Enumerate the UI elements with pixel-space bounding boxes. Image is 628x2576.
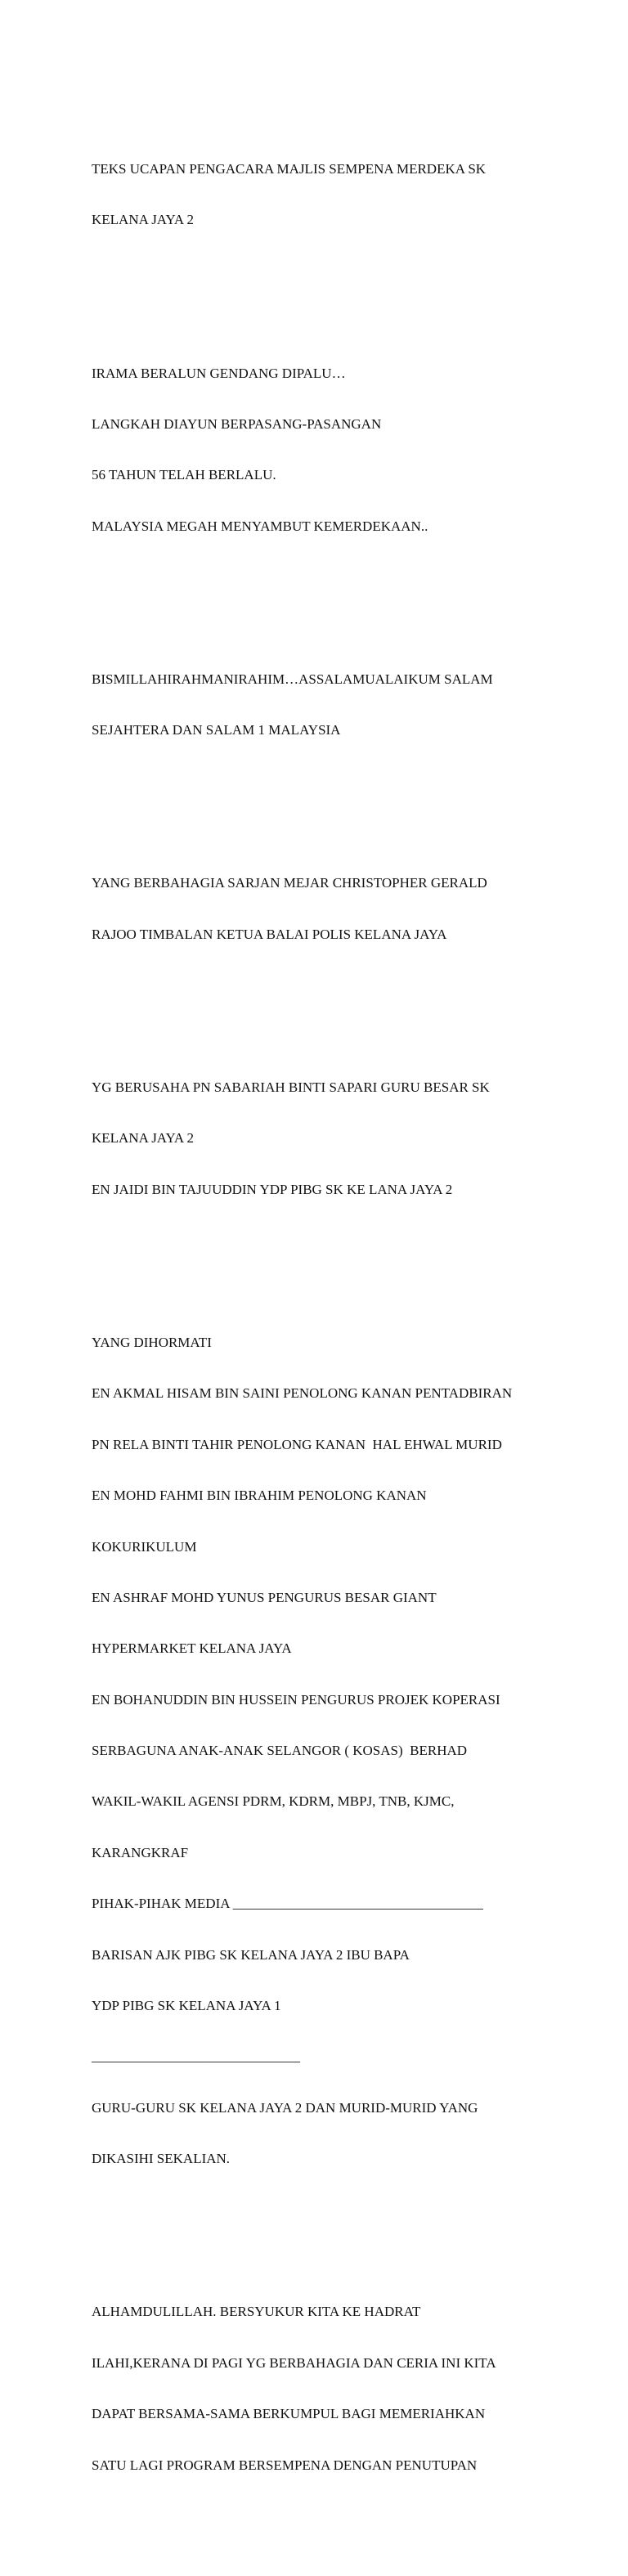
text-line: ALHAMDULILLAH. BERSYUKUR KITA KE HADRAT <box>92 2304 421 2320</box>
text-line: TEKS UCAPAN PENGACARA MAJLIS SEMPENA MERDEKA SK <box>92 160 487 177</box>
text-line: EN BOHANUDDIN BIN HUSSEIN PENGURUS PROJEK KOPERASI <box>92 1691 500 1708</box>
paragraph-verse <box>92 331 599 569</box>
text-line: EN JAIDI BIN TAJUUDDIN YDP PIBG SK KE LANA JAYA 2 <box>92 1181 453 1197</box>
paragraph-opening <box>92 2270 599 2508</box>
text-line: 56 TAHUN TELAH BERLALU. <box>92 467 276 483</box>
text-line: PN RELA BINTI TAHIR PENOLONG KANAN HAL EHWAL MURID <box>92 1436 502 1452</box>
paragraph-headmaster <box>92 1045 599 1232</box>
text-line: EN AKMAL HISAM BIN SAINI PENOLONG KANAN PENTADBIRAN <box>92 1385 513 1402</box>
text-line: KELANA JAYA 2 <box>92 212 195 228</box>
text-line: SERBAGUNA ANAK-ANAK SELANGOR ( KOSAS) BERHAD <box>92 1743 468 1759</box>
text-line: ILAHI,KERANA DI PAGI YG BERBAHAGIA DAN CERIA INI KITA <box>92 2354 496 2371</box>
text-line: SEJAHTERA DAN SALAM 1 MALAYSIA <box>92 722 341 738</box>
text-line: LANGKAH DIAYUN BERPASANG-PASANGAN <box>92 415 382 432</box>
text-line: KOKURIKULUM <box>92 1538 197 1555</box>
text-line: YANG BERBAHAGIA SARJAN MEJAR CHRISTOPHER GERALD <box>92 875 487 891</box>
text-line: RAJOO TIMBALAN KETUA BALAI POLIS KELANA JAYA <box>92 926 447 942</box>
text-line: ______________________________ <box>92 2049 300 2065</box>
paragraph-honoured-guest <box>92 841 599 977</box>
text-line: EN ASHRAF MOHD YUNUS PENGURUS BESAR GIANT <box>92 1589 437 1605</box>
text-line: HYPERMARKET KELANA JAYA <box>92 1640 292 1657</box>
text-line: WAKIL-WAKIL AGENSI PDRM, KDRM, MBPJ, TNB, KJMC, <box>92 1793 455 1810</box>
text-line: EN MOHD FAHMI BIN IBRAHIM PENOLONG KANAN <box>92 1488 427 1504</box>
text-line: KARANGKRAF <box>92 1844 189 1860</box>
text-line: IRAMA BERALUN GENDANG DIPALU… <box>92 365 346 381</box>
text-line: KELANA JAYA 2 <box>92 1130 195 1147</box>
document-text <box>92 76 599 2576</box>
text-line: YG BERUSAHA PN SABARIAH BINTI SAPARI GURU BESAR SK <box>92 1079 490 1096</box>
text-line: BARISAN AJK PIBG SK KELANA JAYA 2 IBU BAPA <box>92 1946 410 1963</box>
paragraph-respected-guests <box>92 1300 599 2201</box>
text-line: BISMILLAHIRAHMANIRAHIM…ASSALAMUALAIKUM SALAM <box>92 671 493 687</box>
text-line: PIHAK-PIHAK MEDIA ____________________________________ <box>92 1896 483 1912</box>
text-line: YANG DIHORMATI <box>92 1334 212 1350</box>
text-line: MALAYSIA MEGAH MENYAMBUT KEMERDEKAAN.. <box>92 518 428 534</box>
text-line: SATU LAGI PROGRAM BERSEMPENA DENGAN PENUTUPAN <box>92 2457 478 2473</box>
text-line: YDP PIBG SK KELANA JAYA 1 <box>92 1998 281 2014</box>
paragraph-greeting <box>92 637 599 773</box>
text-line: DAPAT BERSAMA-SAMA BERKUMPUL BAGI MEMERIAHKAN <box>92 2406 486 2422</box>
paragraph-title <box>92 127 599 263</box>
text-line: DIKASIHI SEKALIAN. <box>92 2151 231 2167</box>
text-line: GURU-GURU SK KELANA JAYA 2 DAN MURID-MURID YANG <box>92 2099 478 2116</box>
